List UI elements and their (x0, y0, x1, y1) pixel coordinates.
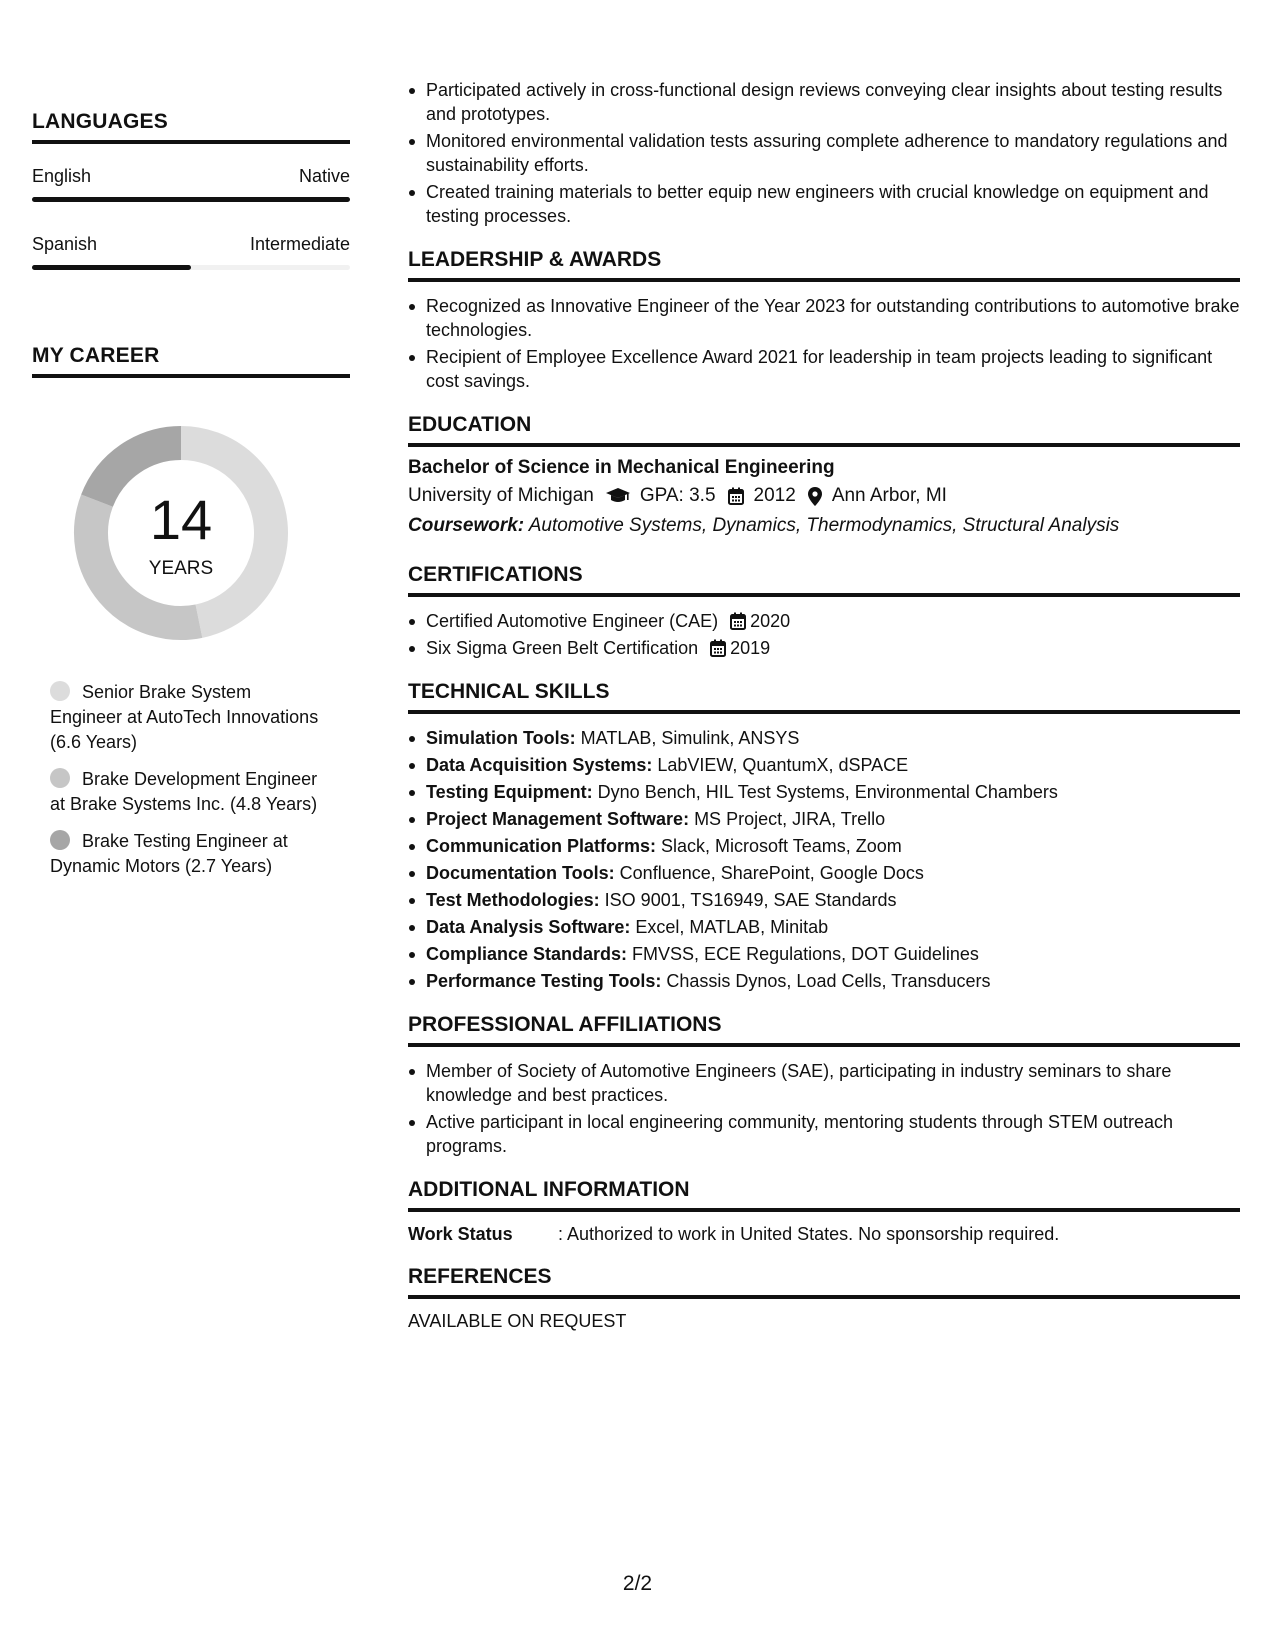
career-title: MY CAREER (32, 344, 160, 367)
language-level: Native (298, 166, 350, 186)
skill-value: Chassis Dynos, Load Cells, Transducers (661, 971, 991, 991)
skill-item (426, 888, 1240, 912)
language-name: Spanish (32, 234, 98, 254)
career-legend (32, 680, 350, 879)
certifications-section (408, 563, 1240, 660)
skill-item (426, 807, 1240, 831)
section-rule (408, 710, 1240, 714)
skill-value: Confluence, SharePoint, Google Docs (614, 863, 924, 883)
legend-dot (50, 681, 70, 701)
calendar-icon (728, 487, 744, 505)
career-donut-chart (66, 418, 296, 648)
skill-value: MS Project, JIRA, Trello (689, 809, 886, 829)
skill-item (426, 834, 1240, 858)
skill-label: Compliance Standards: (426, 944, 628, 964)
skill-label: Test Methodologies: (426, 890, 600, 910)
certification-year: 2020 (750, 611, 791, 631)
sidebar (32, 110, 350, 891)
education-details (408, 485, 1240, 507)
education-coursework (408, 515, 1240, 537)
map-pin-icon (808, 487, 822, 506)
section-rule (408, 1043, 1240, 1047)
education-location: Ann Arbor, MI (831, 485, 947, 506)
career-total-years: 14 (149, 488, 213, 551)
section-rule (408, 278, 1240, 282)
skills-section (408, 680, 1240, 993)
section-rule (408, 443, 1240, 447)
skill-value: FMVSS, ECE Regulations, DOT Guidelines (627, 944, 979, 964)
leadership-title: LEADERSHIP & AWARDS (408, 248, 662, 271)
references-text: AVAILABLE ON REQUEST (408, 1311, 627, 1331)
certification-item (426, 636, 1240, 660)
legend-label: Senior Brake System Engineer at AutoTech Innovations (6.6 Years) (50, 682, 319, 752)
legend-item (50, 767, 326, 817)
legend-dot (50, 768, 70, 788)
skills-title: TECHNICAL SKILLS (408, 680, 610, 703)
affiliations-section (408, 1013, 1240, 1158)
certification-name: Six Sigma Green Belt Certification (426, 638, 699, 658)
experience-bullets (408, 78, 1240, 228)
skill-item (426, 861, 1240, 885)
affiliation-item: Member of Society of Automotive Engineers (SAE), participating in industry seminars to share knowledge and best practices. (426, 1059, 1240, 1107)
leadership-section (408, 248, 1240, 393)
skill-item (426, 780, 1240, 804)
experience-bullet: Created training materials to better equip new engineers with crucial knowledge on equipment and testing processes. (426, 180, 1240, 228)
award-item: Recognized as Innovative Engineer of the Year 2023 for outstanding contributions to automotive brake technologies. (426, 296, 1240, 340)
calendar-icon (730, 612, 746, 630)
legend-dot (50, 830, 70, 850)
affiliations-title: PROFESSIONAL AFFILIATIONS (408, 1013, 722, 1036)
legend-label: Brake Development Engineer at Brake Systems Inc. (4.8 Years) (50, 769, 318, 814)
skill-label: Performance Testing Tools: (426, 971, 662, 991)
skill-item (426, 942, 1240, 966)
skill-value: LabVIEW, QuantumX, dSPACE (652, 755, 909, 775)
graduation-cap-icon (606, 487, 630, 505)
references-title: REFERENCES (408, 1265, 552, 1288)
legend-item (50, 680, 326, 755)
additional-section (408, 1178, 1240, 1245)
section-rule (408, 593, 1240, 597)
education-school: University of Michigan (408, 485, 594, 506)
references-section (408, 1265, 1240, 1332)
affiliation-item: Active participant in local engineering community, mentoring students through STEM outreach programs. (426, 1110, 1240, 1158)
education-year: 2012 (753, 485, 796, 506)
certification-item (426, 609, 1240, 633)
work-status-value: : Authorized to work in United States. No sponsorship required. (558, 1224, 1060, 1244)
skill-item (426, 753, 1240, 777)
certification-year: 2019 (730, 638, 771, 658)
experience-bullet: Monitored environmental validation tests assuring complete adherence to mandatory regulations and sustainability efforts. (426, 129, 1240, 177)
education-title: EDUCATION (408, 413, 532, 436)
coursework-list: Automotive Systems, Dynamics, Thermodynamics, Structural Analysis (524, 515, 1120, 536)
language-level: Intermediate (249, 234, 350, 254)
coursework-label: Coursework: (408, 515, 525, 536)
skill-value: ISO 9001, TS16949, SAE Standards (599, 890, 897, 910)
language-proficiency-fill (32, 197, 350, 202)
language-item (32, 166, 350, 202)
legend-item (50, 829, 326, 879)
skill-item (426, 726, 1240, 750)
language-name: English (32, 166, 92, 186)
education-degree: Bachelor of Science in Mechanical Engineering (408, 457, 835, 478)
experience-bullet: Participated actively in cross-functional design reviews conveying clear insights about testing results and prototypes. (426, 78, 1240, 126)
legend-label: Brake Testing Engineer at Dynamic Motors (2.7 Years) (50, 831, 288, 876)
work-status-label: Work Status (408, 1224, 513, 1244)
languages-rule (32, 140, 350, 144)
skill-item (426, 969, 1240, 993)
section-rule (408, 1295, 1240, 1299)
skill-label: Project Management Software: (426, 809, 690, 829)
award-item: Recipient of Employee Excellence Award 2021 for leadership in team projects leading to significant cost savings. (426, 345, 1240, 393)
skill-label: Testing Equipment: (426, 782, 593, 802)
education-gpa: GPA: 3.5 (639, 485, 716, 506)
certification-name: Certified Automotive Engineer (CAE) (426, 611, 719, 631)
section-rule (408, 1208, 1240, 1212)
work-status-row (408, 1224, 1240, 1245)
skill-label: Documentation Tools: (426, 863, 615, 883)
skill-label: Simulation Tools: (426, 728, 576, 748)
language-proficiency-fill (32, 265, 191, 270)
career-total-unit: YEARS (148, 558, 214, 579)
skill-label: Communication Platforms: (426, 836, 657, 856)
career-rule (32, 374, 350, 378)
skill-value: Dyno Bench, HIL Test Systems, Environmental Chambers (592, 782, 1058, 802)
page-number: 2/2 (622, 1572, 653, 1595)
calendar-icon (710, 639, 726, 657)
language-proficiency-bar (32, 197, 350, 202)
language-proficiency-bar (32, 265, 350, 270)
skill-item (426, 915, 1240, 939)
language-item (32, 234, 350, 270)
languages-title: LANGUAGES (32, 110, 168, 133)
certifications-title: CERTIFICATIONS (408, 563, 583, 586)
main-content (408, 78, 1240, 1332)
skill-label: Data Analysis Software: (426, 917, 631, 937)
education-section (408, 413, 1240, 537)
skill-value: Slack, Microsoft Teams, Zoom (656, 836, 902, 856)
skill-value: Excel, MATLAB, Minitab (630, 917, 829, 937)
additional-title: ADDITIONAL INFORMATION (408, 1178, 690, 1201)
skill-value: MATLAB, Simulink, ANSYS (575, 728, 800, 748)
skill-label: Data Acquisition Systems: (426, 755, 653, 775)
